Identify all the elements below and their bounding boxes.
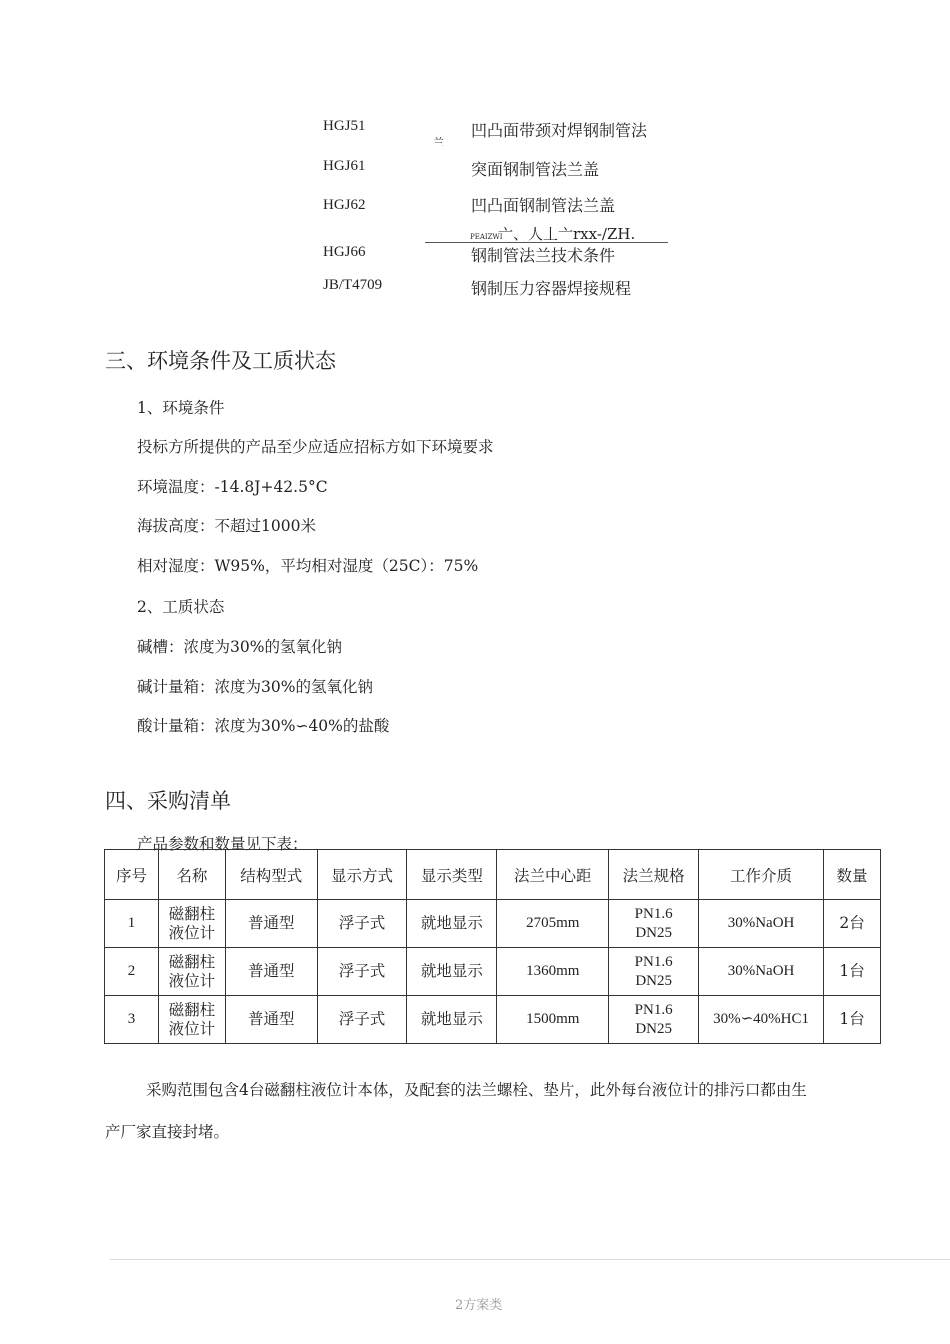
cell-name-line: 液位计 — [168, 1019, 216, 1038]
cell-display-mode: 浮子式 — [317, 900, 407, 948]
scope-paragraph-line-2: 产厂家直接封堵。 — [105, 1123, 230, 1141]
work-tank: 碱槽：浓度为30%的氢氧化钠 — [137, 638, 342, 656]
cell-spec-line: PN1.6 — [634, 1001, 673, 1018]
cell-structure: 普通型 — [225, 900, 317, 948]
standard-code: JB/T4709 — [323, 277, 383, 293]
cell-spec-line: DN25 — [635, 924, 672, 941]
cell-display-mode: 浮子式 — [317, 996, 407, 1044]
procurement-table — [104, 849, 881, 1044]
header-cell: 名称 — [158, 850, 225, 900]
cell-distance: 1360mm — [497, 948, 609, 996]
scope-paragraph-line-1: 采购范围包含4台磁翻柱液位计本体，及配套的法兰螺栓、垫片，此外每台液位计的排污口都由生 — [146, 1081, 807, 1099]
header-cell: 序号 — [105, 850, 159, 900]
cell-spec-line: DN25 — [635, 1020, 672, 1037]
cell-display-mode: 浮子式 — [317, 948, 407, 996]
cell-spec — [609, 900, 699, 948]
cell-distance: 2705mm — [497, 900, 609, 948]
cell-qty: 1台 — [824, 948, 881, 996]
cell-medium: 30%NaOH — [699, 948, 824, 996]
footer-divider — [110, 1259, 950, 1260]
standard-name: 钢制管法兰技术条件 — [471, 246, 616, 265]
cell-name — [158, 948, 225, 996]
garbled-small-text: PEAIZWI — [470, 233, 503, 241]
table-row — [105, 948, 881, 996]
cell-display-type: 就地显示 — [407, 900, 497, 948]
standard-name: 突面钢制管法兰盖 — [471, 160, 600, 179]
cell-qty: 2台 — [824, 900, 881, 948]
cell-spec-line: PN1.6 — [634, 905, 673, 922]
work-alkali: 碱计量箱：浓度为30%的氢氧化钠 — [137, 678, 373, 696]
cell-no: 3 — [105, 996, 159, 1044]
cell-spec-line: DN25 — [635, 972, 672, 989]
table-row — [105, 900, 881, 948]
env-temperature: 环境温度：-14.8J+42.5°C — [137, 478, 328, 496]
cell-structure: 普通型 — [225, 996, 317, 1044]
standard-code: HGJ66 — [323, 244, 366, 260]
cell-spec — [609, 948, 699, 996]
section-4-title: 四、采购清单 — [105, 789, 231, 813]
env-humidity: 相对湿度：W95%，平均相对湿度（25C）：75% — [137, 557, 479, 575]
standard-code: HGJ51 — [323, 118, 366, 134]
standard-name: 钢制压力容器焊接规程 — [471, 279, 632, 298]
cell-name-line: 磁翻柱 — [168, 904, 216, 923]
header-cell: 法兰中心距 — [497, 850, 609, 900]
header-cell: 显示方式 — [317, 850, 407, 900]
work-heading: 2、工质状态 — [137, 598, 225, 616]
table-intro: 产品参数和数量见下表： — [137, 835, 308, 853]
table-header-row — [105, 850, 881, 900]
cell-display-type: 就地显示 — [407, 948, 497, 996]
cell-name-line: 磁翻柱 — [168, 952, 216, 971]
page-footer: 2方案类 — [455, 1298, 503, 1313]
cell-no: 2 — [105, 948, 159, 996]
env-intro: 投标方所提供的产品至少应适应招标方如下环境要求 — [137, 438, 494, 456]
standard-code: HGJ62 — [323, 197, 366, 213]
cell-medium: 30%∽40%HC1 — [699, 996, 824, 1044]
env-heading: 1、环境条件 — [137, 399, 225, 417]
cell-name-line: 磁翻柱 — [168, 1000, 216, 1019]
cell-name-line: 液位计 — [168, 971, 216, 990]
cell-name-line: 液位计 — [168, 923, 216, 942]
header-cell: 显示类型 — [407, 850, 497, 900]
cell-structure: 普通型 — [225, 948, 317, 996]
section-3-title: 三、环境条件及工质状态 — [105, 349, 336, 373]
cell-no: 1 — [105, 900, 159, 948]
cell-spec — [609, 996, 699, 1044]
table-row — [105, 996, 881, 1044]
header-cell: 数量 — [824, 850, 881, 900]
cell-medium: 30%NaOH — [699, 900, 824, 948]
header-cell: 工作介质 — [699, 850, 824, 900]
header-cell: 结构型式 — [225, 850, 317, 900]
cell-spec-line: PN1.6 — [634, 953, 673, 970]
header-cell: 法兰规格 — [609, 850, 699, 900]
cell-qty: 1台 — [824, 996, 881, 1044]
cell-distance: 1500mm — [497, 996, 609, 1044]
work-acid: 酸计量箱：浓度为30%∽40%的盐酸 — [137, 717, 390, 735]
cell-name — [158, 996, 225, 1044]
cell-name — [158, 900, 225, 948]
garbled-text: 亠、人丄亠rxx-/ZH. — [498, 225, 636, 243]
standard-code: HGJ61 — [323, 158, 366, 174]
standard-name: 凹凸面钢制管法兰盖 — [471, 196, 616, 215]
standard-name-overflow: 兰 — [433, 137, 444, 146]
cell-display-type: 就地显示 — [407, 996, 497, 1044]
standard-name: 凹凸面带颈对焊钢制管法 — [471, 121, 648, 140]
env-altitude: 海拔高度：不超过1000米 — [137, 517, 316, 535]
